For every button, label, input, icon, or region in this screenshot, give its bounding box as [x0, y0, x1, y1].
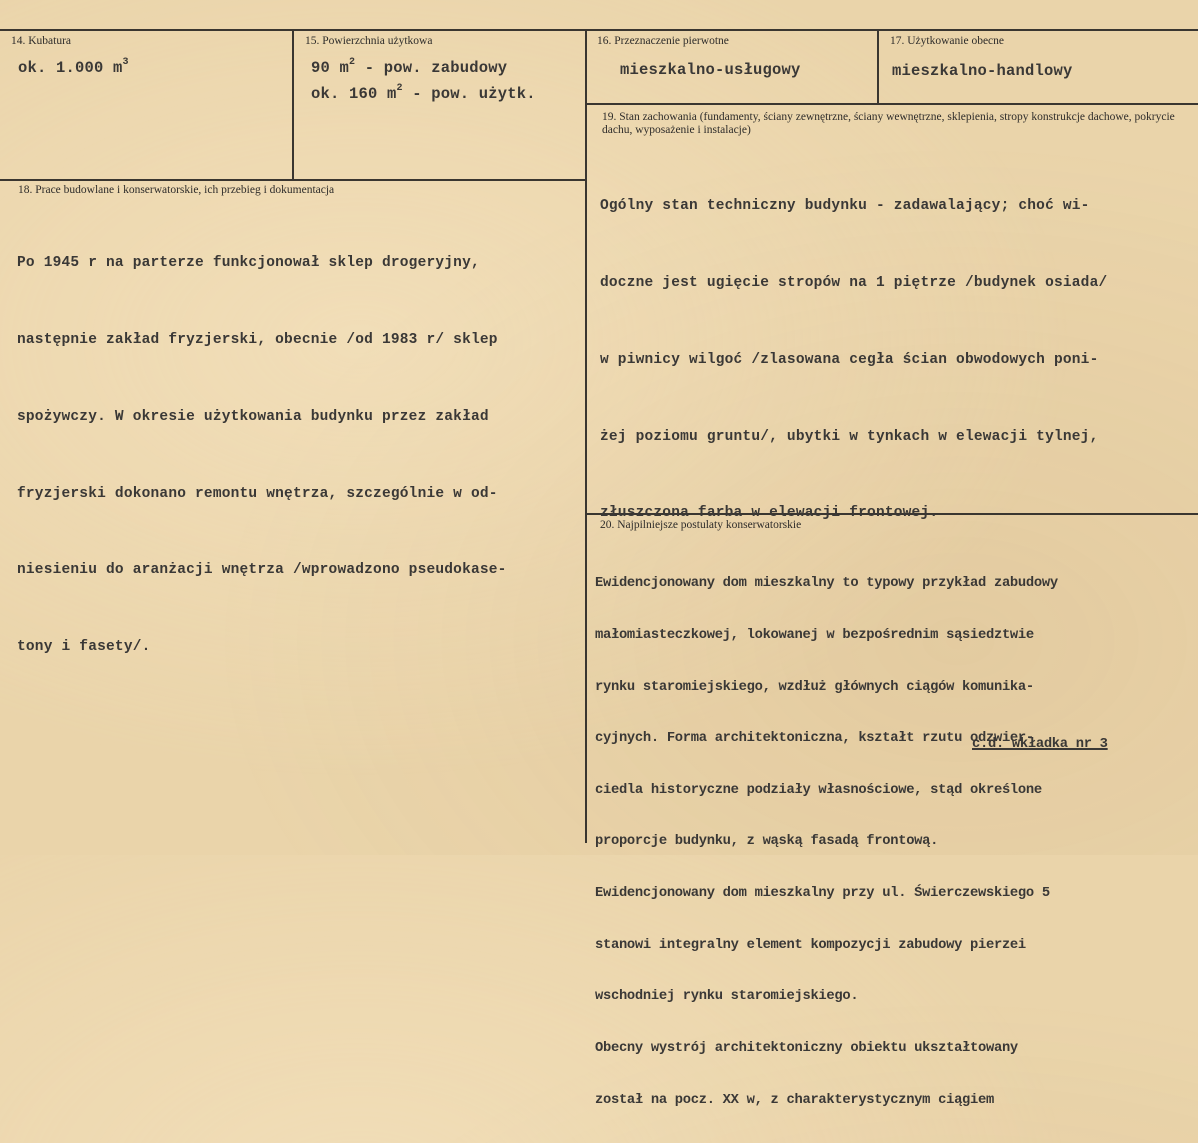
text-line: w piwnicy wilgoć /zlasowana cegła ścian obwodowych poni- — [600, 351, 1099, 368]
area-line-1-sup: 2 — [349, 57, 356, 68]
text-line: proporcje budynku, z wąską fasadą frontową. — [595, 834, 939, 850]
area-line-1-post: - pow. zabudowy — [355, 59, 508, 77]
field-16-value: mieszkalno-usługowy — [620, 61, 801, 79]
field-19-text — [600, 143, 1107, 578]
divider-16-19 — [587, 103, 1198, 105]
field-15-label: 15. Powierzchnia użytkowa — [305, 35, 433, 47]
volume-unit-superscript: 3 — [122, 57, 129, 68]
area-line-1-pre: 90 m — [311, 59, 350, 77]
text-line: ciedla historyczne podziały własnościowe, stąd określone — [595, 782, 1042, 798]
text-line: rynku staromiejskiego, wzdłuż głównych ciągów komunika- — [595, 679, 1034, 695]
text-line: następnie zakład fryzjerski, obecnie /od 1983 r/ sklep — [17, 331, 498, 348]
divider-15-18 — [0, 179, 586, 181]
text-line: cyjnych. Forma architektoniczna, kształt rzutu odzwier- — [595, 731, 1034, 747]
text-line: doczne jest ugięcie stropów na 1 piętrze /budynek osiada/ — [600, 274, 1108, 291]
area-line-2-pre: ok. 160 m — [311, 85, 397, 103]
text-line: spożywczy. W okresie użytkowania budynku przez zakład — [17, 408, 489, 425]
divider-16-17 — [877, 29, 879, 103]
text-line: niesieniu do aranżacji wnętrza /wprowadzono pseudokase- — [17, 562, 507, 579]
volume-value: ok. 1.000 m — [18, 59, 123, 77]
field-16-label: 16. Przeznaczenie pierwotne — [597, 35, 729, 47]
area-line-2-sup: 2 — [396, 83, 403, 94]
field-20-label: 20. Najpilniejsze postulaty konserwatorskie — [600, 519, 802, 531]
main-vertical-divider — [585, 29, 587, 843]
area-line-2-post: - pow. użytk. — [402, 85, 536, 103]
field-14-label: 14. Kubatura — [11, 35, 72, 47]
text-line: żej poziomu gruntu/, ubytki w tynkach w elewacji tylnej, — [600, 428, 1099, 445]
field-18-label: 18. Prace budowlane i konserwatorskie, ich przebieg i dokumentacja — [18, 184, 335, 196]
field-14-value — [18, 55, 129, 81]
divider-14-15 — [292, 29, 294, 179]
field-17-value: mieszkalno-handlowy — [892, 62, 1073, 80]
text-line: małomiasteczkowej, lokowanej w bezpośrednim sąsiedztwie — [595, 628, 1034, 644]
field-17-label: 17. Użytkowanie obecne — [890, 35, 1005, 47]
continuation-note: c.d. wkładka nr 3 — [972, 737, 1108, 752]
text-line: stanowi integralny element kompozycji zabudowy pierzei — [595, 937, 1026, 953]
field-20-text — [595, 541, 1058, 1143]
area-line-2 — [311, 81, 536, 107]
text-line: Obecny wystrój architektoniczny obiektu ukształtowany — [595, 1040, 1018, 1056]
text-line: fryzjerski dokonano remontu wnętrza, szczególnie w od- — [17, 485, 498, 502]
text-line: złuszczona farba w elewacji frontowej. — [600, 505, 939, 522]
text-line: Po 1945 r na parterze funkcjonował sklep drogeryjny, — [17, 255, 480, 272]
text-line: tony i fasety/. — [17, 639, 151, 656]
text-line: Ewidencjonowany dom mieszkalny to typowy przykład zabudowy — [595, 576, 1058, 592]
text-line: został na pocz. XX w, z charakterystycznym ciągiem — [595, 1092, 994, 1108]
field-19-label: 19. Stan zachowania (fundamenty, ściany zewnętrzne, ściany wewnętrzne, sklepienia, stropy konstrukcje dachowe, pokrycie dachu, wyposażenie i instalacje) — [602, 111, 1175, 136]
text-line: wschodniej rynku staromiejskiego. — [595, 989, 859, 1005]
top-border-line — [0, 29, 1198, 31]
area-line-1 — [311, 55, 507, 81]
text-line: Ogólny stan techniczny budynku - zadawalający; choć wi- — [600, 198, 1090, 215]
field-18-text — [17, 200, 507, 712]
text-line: Ewidencjonowany dom mieszkalny przy ul. Świerczewskiego 5 — [595, 886, 1050, 902]
